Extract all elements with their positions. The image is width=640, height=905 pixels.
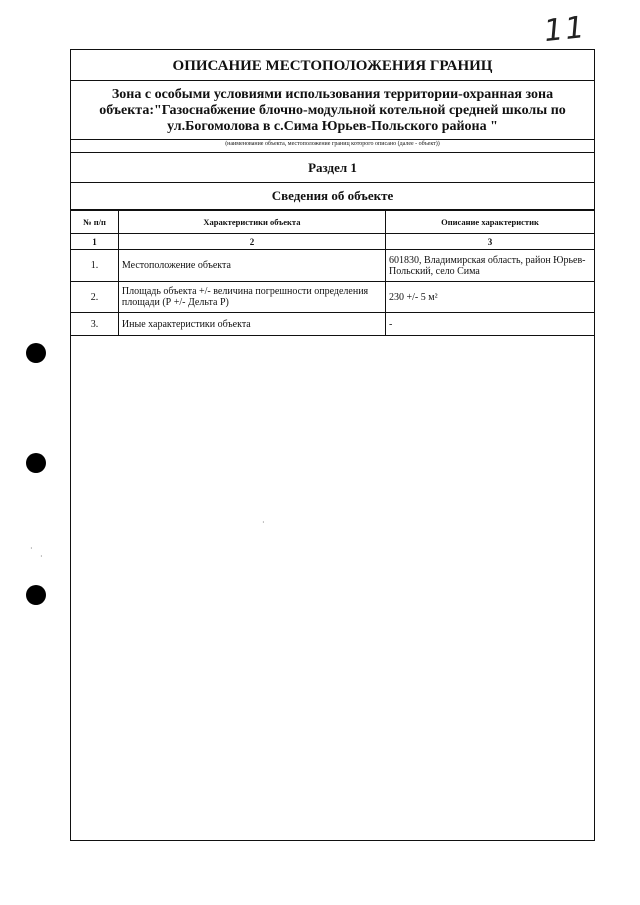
table-row xyxy=(71,250,594,282)
row-characteristic: Местоположение объекта xyxy=(118,250,385,282)
row-number: 1. xyxy=(71,250,118,282)
document-title: ОПИСАНИЕ МЕСТОПОЛОЖЕНИЯ ГРАНИЦ xyxy=(172,58,493,74)
subsection-title: Сведения об объекте xyxy=(71,183,594,210)
header-number: № п/п xyxy=(71,211,118,234)
row-number: 3. xyxy=(71,313,118,336)
object-info-table xyxy=(71,210,594,336)
column-number: 1 xyxy=(71,234,118,250)
table-row xyxy=(71,313,594,336)
table-row xyxy=(71,282,594,313)
handwritten-page-number: 11 xyxy=(542,9,588,50)
scan-speck: · xyxy=(40,552,43,561)
column-number: 3 xyxy=(386,234,595,250)
punch-hole xyxy=(26,343,46,363)
punch-hole xyxy=(26,453,46,473)
row-description: 601830, Владимирская область, район Юрьев-Польский, село Сима xyxy=(386,250,595,282)
section-title: Раздел 1 xyxy=(71,153,594,183)
zone-description: Зона с особыми условиями использования территории-охранная зона объекта:"Газоснабжение блочно-модульной котельной средней школы по ул.Богомолова в с.Сима Юрьев-Польского района " xyxy=(99,87,566,134)
scan-speck: · xyxy=(30,544,33,553)
row-characteristic: Площадь объекта +/- величина погрешности определения площади (Р +/- Дельта Р) xyxy=(118,282,385,313)
column-number-row xyxy=(71,234,594,250)
row-number: 2. xyxy=(71,282,118,313)
document-frame xyxy=(70,49,595,841)
punch-hole xyxy=(26,585,46,605)
table-header-row xyxy=(71,211,594,234)
zone-caption: (наименование объекта, местоположение границ которого описано (далее - объект)) xyxy=(71,139,594,153)
header-description: Описание характеристик xyxy=(386,211,595,234)
row-description: 230 +/- 5 м² xyxy=(386,282,595,313)
scan-speck: · xyxy=(262,518,265,527)
row-characteristic: Иные характеристики объекта xyxy=(118,313,385,336)
column-number: 2 xyxy=(118,234,385,250)
header-characteristic: Характеристики объекта xyxy=(118,211,385,234)
row-description: - xyxy=(386,313,595,336)
